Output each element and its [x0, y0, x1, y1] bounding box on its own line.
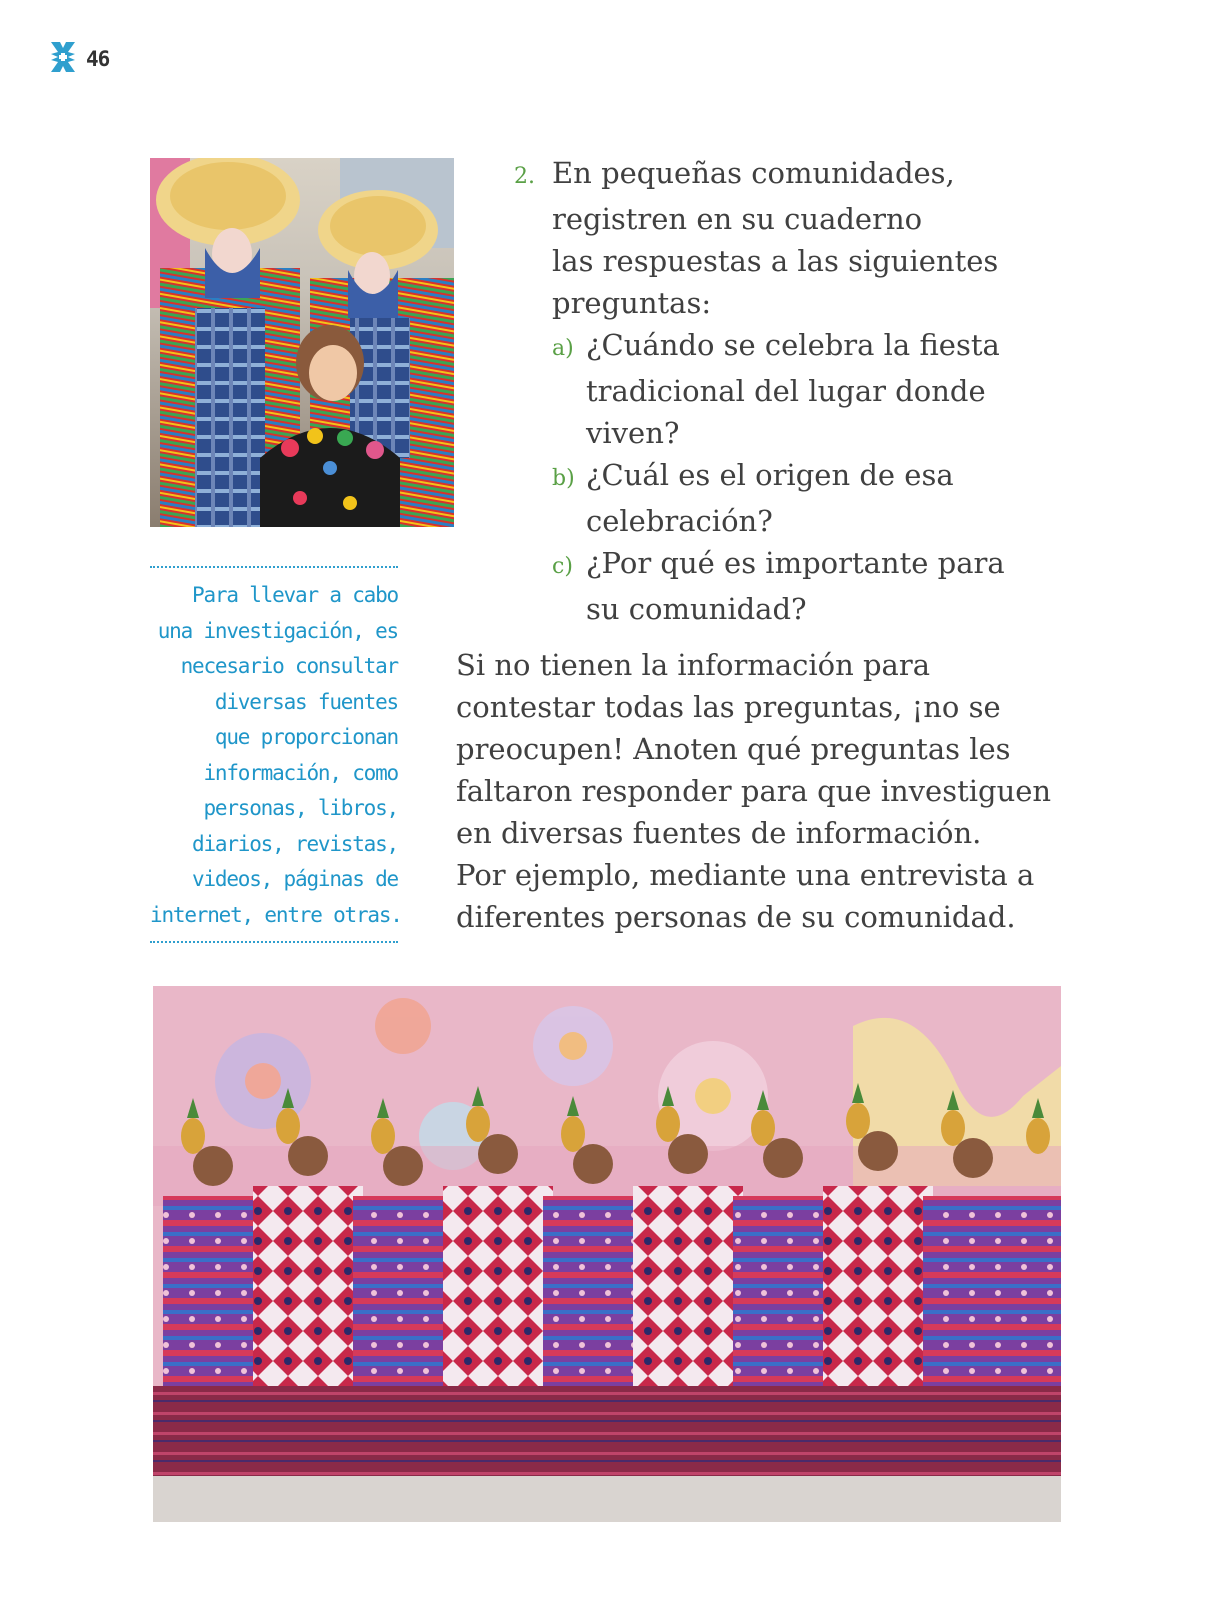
- question-line: su comunidad?: [586, 592, 807, 626]
- tip-line: personas, libros,: [203, 796, 398, 820]
- activity-number: 2.: [514, 164, 535, 189]
- paragraph-line: diferentes personas de su comunidad.: [456, 900, 1016, 934]
- activity-intro-line: 2. En pequeñas comunidades,: [514, 152, 1074, 198]
- tip-line: diversas fuentes: [214, 689, 398, 714]
- page-number: 46: [86, 47, 110, 71]
- decorative-cross-icon: [48, 40, 78, 78]
- question-letter: a): [552, 336, 574, 361]
- tip-line: que proporcionan: [214, 725, 398, 749]
- question-a: a) ¿Cuándo se celebra la fiesta: [514, 324, 1074, 370]
- tip-line: una investigación, es: [157, 618, 398, 643]
- tip-line: información, como: [203, 760, 398, 785]
- paragraph-line: Si no tienen la información para: [456, 648, 930, 682]
- paragraph-line: preocupen! Anoten qué preguntas les: [456, 732, 1011, 766]
- question-line: tradicional del lugar donde: [586, 374, 986, 408]
- question-letter: c): [552, 554, 573, 579]
- paragraph-line: Por ejemplo, mediante una entrevista a: [456, 858, 1035, 892]
- page-header: [48, 40, 109, 78]
- tip-line: Para llevar a cabo: [192, 583, 398, 607]
- photo-parachicos-dancers: [150, 158, 454, 527]
- question-c: c) ¿Por qué es importante para: [514, 542, 1074, 588]
- activity-intro-line: preguntas:: [552, 286, 712, 320]
- paragraph-line: contestar todas las preguntas, ¡no se: [456, 690, 1001, 724]
- question-b: b) ¿Cuál es el origen de esa: [514, 454, 1074, 500]
- body-paragraph: [456, 644, 1096, 938]
- activity-instructions: [514, 152, 1074, 630]
- question-line: celebración?: [586, 504, 773, 538]
- tip-line: internet, entre otras.: [150, 902, 402, 927]
- question-line: viven?: [586, 416, 680, 450]
- paragraph-line: en diversas fuentes de información.: [456, 816, 982, 850]
- activity-intro-line: registren en su cuaderno: [552, 202, 923, 236]
- tip-box: [150, 566, 402, 943]
- tip-line: videos, páginas de: [192, 867, 398, 891]
- photo-pineapple-dancers: [153, 986, 1061, 1522]
- activity-intro-line: las respuestas a las siguientes: [552, 244, 999, 278]
- question-letter: b): [552, 466, 575, 491]
- paragraph-line: faltaron responder para que investiguen: [456, 774, 1052, 808]
- tip-line: necesario consultar: [180, 654, 398, 678]
- tip-line: diarios, revistas,: [192, 831, 398, 856]
